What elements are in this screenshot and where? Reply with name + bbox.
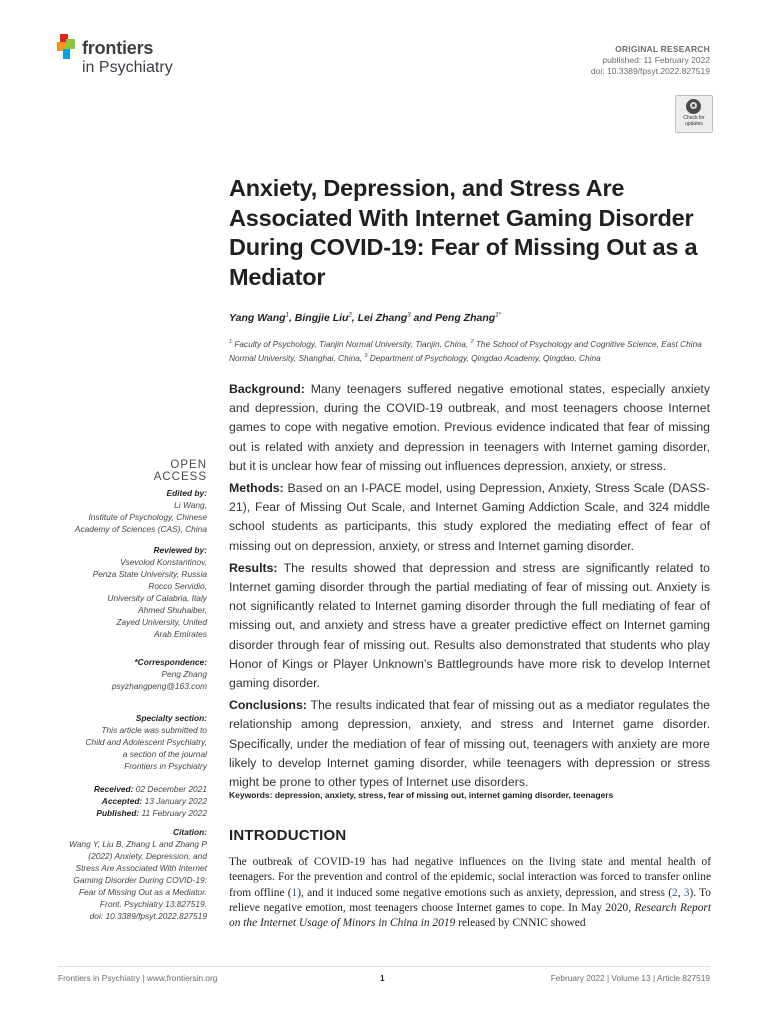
- check-for-updates-badge[interactable]: [675, 95, 713, 133]
- author-name[interactable]: Lei Zhang: [357, 312, 408, 324]
- frontiers-logo-icon: [57, 34, 79, 60]
- open-access-label: OPEN ACCESS: [153, 459, 207, 483]
- journal-logo[interactable]: [57, 34, 197, 82]
- sidebar-correspondence: *Correspondence: Peng Zhang psyzhangpeng@163.com: [40, 656, 207, 692]
- author-name[interactable]: Bingjie Liu: [294, 312, 349, 324]
- author-name[interactable]: Peng Zhang: [435, 312, 496, 324]
- sidebar-reviewed: Reviewed by: Vsevolod Konstantinov, Penza State University, Russia Rocco Servidio, University of Calabria, Italy Ahmed Shuhaiber, Zayed University, United Arab Emirates: [92, 545, 207, 639]
- sidebar-specialty: Specialty section: This article was submitted to Child and Adolescent Psychiatry, a section of the journal Frontiers in Psychiatry: [85, 713, 207, 771]
- author-list: Yang Wang$^1$, Bingjie Liu$^2$, Lei Zhang$^3$ and Peng Zhang$^{1*}$: [229, 312, 501, 324]
- footer-issue: February 2022 | Volume 13 | Article 827519: [550, 973, 710, 983]
- article-meta: [591, 44, 710, 77]
- abstract: [229, 380, 710, 795]
- footer-divider: [58, 966, 710, 967]
- doi[interactable]: doi: 10.3389/fpsyt.2022.827519: [590, 66, 710, 76]
- check-updates-label: Check for updates: [683, 115, 705, 127]
- journal-name-line2: in Psychiatry: [82, 59, 173, 76]
- journal-name-line1: frontiers: [82, 38, 154, 58]
- citation-link[interactable]: 3: [683, 886, 690, 899]
- keywords: Keywords: depression, anxiety, stress, fear of missing out, internet gaming disorder, teenagers: [229, 790, 614, 800]
- footer-journal[interactable]: Frontiers in Psychiatry | www.frontiersin.org: [58, 973, 218, 983]
- page-number: 1: [380, 973, 385, 983]
- section-heading-introduction: INTRODUCTION: [229, 827, 347, 844]
- abstract-conclusions: Conclusions: The results indicated that fear of missing out as a mediator regulates the relationship among depression, anxiety, and stress and Internet game disorder. Specifically, under the mediation of fear of missing out, teenagers with anxiety are more likely to develop Internet gaming disorder, while teenagers with depression or stress might be prone to other types of Internet use disorders.: [229, 698, 710, 790]
- correspondence-email[interactable]: psyzhangpeng@163.com: [111, 681, 207, 691]
- sidebar-dates: Received: 02 December 2021 Accepted: 13 January 2022 Published: 11 February 2022: [93, 784, 207, 818]
- abstract-background: Background: Many teenagers suffered negative emotional states, especially anxiety and depression, during the COVID-19 outbreak, and most teenagers choose Internet games to cope with negative emotion. Previous evidence indicated that fear of missing out is related with anxiety and depression in teenagers with Internet gaming disorder, but it is unclear how fear of missing out influences depression, anxiety, or stress.: [229, 382, 710, 473]
- article-type: ORIGINAL RESEARCH: [615, 44, 710, 54]
- article-title: Anxiety, Depression, and Stress Are Associated With Internet Gaming Disorder During COVID-19: Fear of Missing Out as a Mediator: [229, 175, 698, 290]
- check-updates-icon: [686, 99, 701, 114]
- affiliations: $^1$ Faculty of Psychology, Tianjin Normal University, Tianjin, China, $^2$ The School of Psychology and Cognitive Science, East China Normal University, Shanghai, China, $^3$ Department of Psychology, Qingdao Academy, Qingdao, China: [229, 338, 702, 364]
- citation-link[interactable]: 2: [672, 886, 678, 899]
- author-name[interactable]: Yang Wang: [229, 312, 286, 324]
- introduction-paragraph: The outbreak of COVID-19 has had negative influences on the living state and mental health of teenagers. For the prevention and control of the epidemic, social interaction was forced to transfer online from offline (1), and it induced some negative emotions such as anxiety, depression, and stress (2, 3). To relieve negative emotion, most teenagers choose Internet games to cope. In May 2020, Research Report on the Internet Usage of Minors in China in 2019 released by CNNIC showed: [229, 856, 711, 930]
- abstract-methods: Methods: Based on an I-PACE model, using Depression, Anxiety, Stress Scale (DASS-21), Fear of Missing Out Scale, and Internet Gaming Addiction Scale, and 324 middle school students as participants, this study explored the mediating effect of fear of missing out on depression, anxiety, or stress and Internet gaming disorder.: [229, 481, 710, 553]
- sidebar-citation: Citation: Wang Y, Liu B, Zhang L and Zhang P (2022) Anxiety, Depression, and Stress Are Associated With Internet Gaming Disorder During COVID-19: Fear of Missing Out as a Mediator. Front. Psychiatry 13:827519. doi: 10.3389/fpsyt.2022.827519: [69, 827, 207, 921]
- abstract-results: Results: The results showed that depression and stress are significantly related to Internet gaming disorder through the partial mediating of fear of missing out. Anxiety is not significantly related to Internet gaming disorder through the full mediating of fear of missing out, and anxiety and stress have a greater predictive effect on Internet gaming disorder through fear of missing out. Results also demonstrated that students who play Honor of Kings or Player Unknown’s Battlegrounds have more risk to develop Internet gaming disorder.: [229, 560, 710, 691]
- published-date: published: 11 February 2022: [602, 55, 710, 65]
- sidebar-edited: Edited by: Li Wang, Institute of Psychology, Chinese Academy of Sciences (CAS), China: [74, 488, 207, 534]
- citation-link[interactable]: 1: [291, 886, 298, 899]
